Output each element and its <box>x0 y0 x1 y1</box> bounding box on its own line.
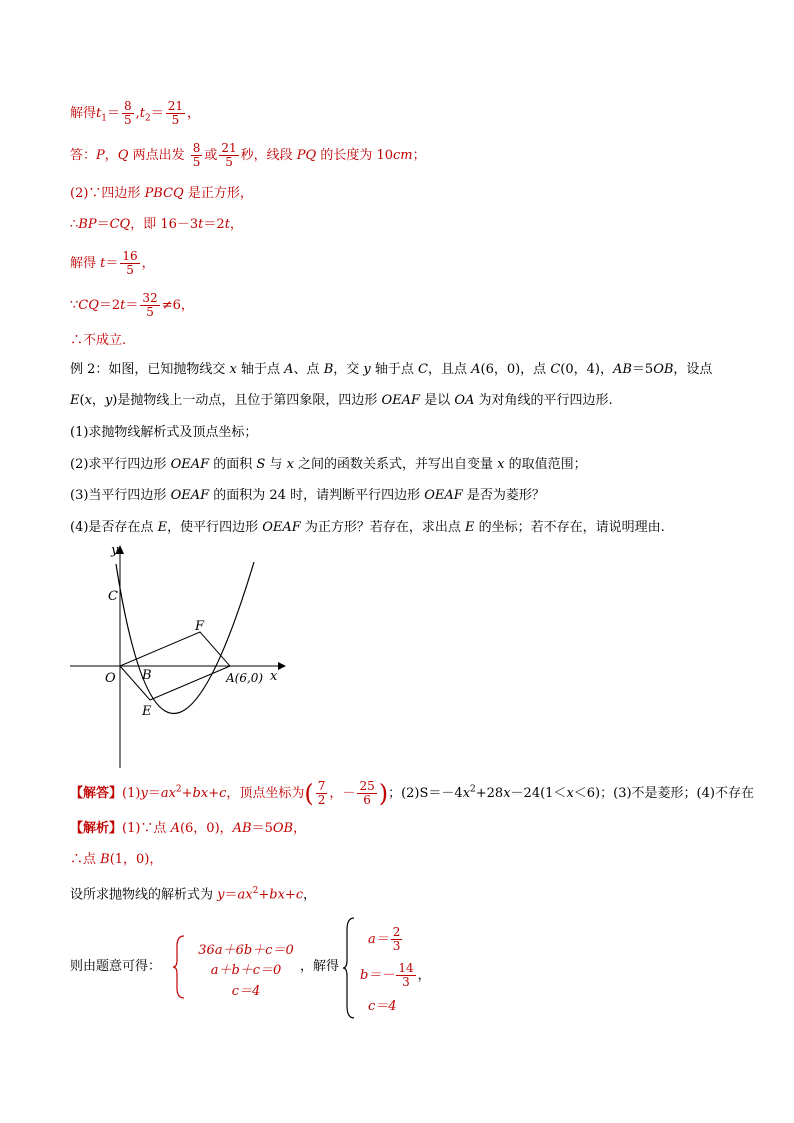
label-A: A(6,0) <box>226 671 264 685</box>
fraction <box>219 142 238 169</box>
var: C <box>418 362 428 377</box>
var: AB <box>232 821 252 836</box>
solve-label <box>300 958 339 976</box>
text: ∴ <box>70 217 79 232</box>
var: OB <box>653 362 674 377</box>
text: (1)∵点 <box>122 821 171 836</box>
text: ＝ <box>125 298 139 313</box>
var: CQ <box>78 298 99 313</box>
label-E: E <box>142 704 152 719</box>
numerator: 2 <box>392 925 401 939</box>
var: x <box>462 786 471 801</box>
paren-close: ) <box>378 779 389 808</box>
text: ； <box>412 148 426 163</box>
text: ∵ <box>70 298 79 313</box>
var: B <box>323 362 334 377</box>
var: t <box>100 256 106 271</box>
var: P <box>96 148 105 163</box>
numerator: 21 <box>221 141 237 155</box>
denominator: 6 <box>363 793 371 807</box>
var: OEAF <box>170 457 210 472</box>
text: ＝ <box>105 256 119 271</box>
text: ＝ <box>150 106 164 121</box>
text: b＝－ <box>360 968 395 983</box>
fraction <box>140 292 159 319</box>
var: t <box>224 217 230 232</box>
numerator: 16 <box>122 249 138 263</box>
var: x <box>286 457 294 472</box>
var: x <box>84 393 92 408</box>
text: ， <box>229 217 243 232</box>
text: ＝ <box>96 217 110 232</box>
text: ，顶点坐标为 <box>226 786 305 801</box>
analysis-line-1 <box>70 820 306 838</box>
text: 为对角线的平行四边形. <box>474 393 613 408</box>
example2-line-1 <box>70 361 712 379</box>
text: ， <box>91 393 105 408</box>
denominator: 5 <box>171 113 180 127</box>
label-y: y <box>111 543 119 558</box>
text: ， <box>141 256 155 271</box>
var: C <box>550 362 561 377</box>
text: ， <box>303 887 317 903</box>
question-1 <box>70 424 257 442</box>
numerator: 21 <box>167 99 184 113</box>
denominator: 5 <box>192 155 201 169</box>
text: ；(2)S＝－4 <box>388 786 463 801</box>
analysis-tag: 【解析】 <box>70 821 123 836</box>
var: y <box>140 786 148 801</box>
text: ，即 16－3 <box>130 217 199 232</box>
text: )是抛物线上一动点，且位于第四象限，四边形 <box>112 393 382 408</box>
numerator: 7 <box>317 779 326 793</box>
question-2 <box>70 456 587 474</box>
var: t <box>96 106 102 121</box>
text: 的面积 <box>209 457 257 472</box>
var: ax <box>160 786 176 801</box>
var: t <box>139 106 146 121</box>
var: y <box>217 887 225 903</box>
text: 或 <box>204 148 218 163</box>
parabola-curve <box>116 562 254 714</box>
text: ， <box>417 968 431 983</box>
text: 是否为菱形？ <box>462 488 545 503</box>
denominator: 5 <box>225 155 233 169</box>
text: ＝ <box>147 786 161 801</box>
var: CQ <box>109 217 131 232</box>
superscript: 2 <box>175 784 182 795</box>
parabola-figure <box>60 542 300 772</box>
answer-line <box>70 780 754 807</box>
text: 解得 <box>70 256 101 271</box>
numerator: 8 <box>192 141 201 155</box>
text: 则由题意可得： <box>70 959 162 974</box>
unit: cm <box>393 148 413 163</box>
text: ＝ <box>106 106 120 121</box>
denominator: 5 <box>126 263 134 277</box>
var: PQ <box>296 148 317 163</box>
text: a＝ <box>368 932 389 947</box>
fraction <box>316 780 328 807</box>
text: 与 <box>265 457 287 472</box>
text: 的坐标；若不存在，请说明理由. <box>474 520 665 535</box>
text: (6，0)，点 <box>480 362 551 377</box>
denominator: 3 <box>392 939 401 953</box>
var: OB <box>272 821 294 836</box>
analysis-line-3 <box>70 882 316 904</box>
label-B: B <box>142 668 152 683</box>
text: 答： <box>70 148 97 163</box>
var: A <box>471 362 481 377</box>
text: 两点出发 <box>128 148 189 163</box>
answer-tag: 【解答】 <box>70 786 123 801</box>
text: 是正方形， <box>183 186 253 201</box>
analysis-line-2 <box>70 851 162 869</box>
text: 为正方形？若存在，求出点 <box>300 520 466 535</box>
text: 例 2：如图，已知抛物线交 <box>70 362 230 377</box>
var: E <box>465 520 475 535</box>
solution-line-5 <box>70 250 155 277</box>
var: y <box>363 362 371 377</box>
text: 之间的函数关系式，并写出自变量 <box>293 457 498 472</box>
text: ＜6)；(3)不是菱形；(4)不存在 <box>573 786 754 801</box>
text: ( <box>79 393 85 408</box>
text: ， <box>104 148 118 163</box>
text: 、点 <box>293 362 324 377</box>
var: OEAF <box>424 488 463 503</box>
text: (3)当平行四边形 <box>70 488 171 503</box>
fraction <box>396 962 415 989</box>
text: ＝5 <box>631 362 654 377</box>
solution-line-1 <box>70 100 200 128</box>
text: －24(1＜ <box>510 786 567 801</box>
text: (2)∵四边形 <box>70 186 145 201</box>
var: PBCQ <box>144 186 184 201</box>
denominator: 2 <box>317 793 326 807</box>
var: OEAF <box>381 393 421 408</box>
label-x: x <box>270 669 278 684</box>
var: OA <box>454 393 475 408</box>
text: c＝4 <box>368 999 397 1014</box>
text: 解得 <box>70 106 97 121</box>
text: (0，4)， <box>560 362 613 377</box>
text: ＝2 <box>203 217 225 232</box>
var: x <box>503 786 511 801</box>
var: S <box>256 457 266 472</box>
solution-line-4 <box>70 216 243 234</box>
text: 是以 <box>420 393 455 408</box>
numerator: 14 <box>398 961 414 975</box>
text: + <box>208 786 220 801</box>
fraction <box>357 780 376 807</box>
text: (1，0)， <box>109 852 163 867</box>
fraction <box>122 100 134 127</box>
var: ax <box>237 887 253 903</box>
text: ，设点 <box>673 362 713 377</box>
denominator: 5 <box>146 305 154 319</box>
system-eq-2: a＋b＋c＝0 <box>210 963 282 978</box>
text: , <box>135 106 140 121</box>
var: Q <box>117 148 129 163</box>
example2-line-2 <box>70 392 613 410</box>
text: ＝ <box>224 887 238 903</box>
text: + <box>284 887 296 903</box>
solution-line-2 <box>70 142 426 169</box>
text: ＝5 <box>251 821 273 836</box>
text: 设所求抛物线的解析式为 <box>70 887 218 903</box>
text: 的面积为 24 时，请判断平行四边形 <box>209 488 425 503</box>
var: t <box>120 298 126 313</box>
var: bx <box>192 786 209 801</box>
result-b <box>360 962 431 989</box>
text: ，－ <box>329 786 356 801</box>
text: 秒，线段 <box>240 148 297 163</box>
text: ， <box>293 821 307 836</box>
text: ，使平行四边形 <box>167 520 263 535</box>
var: B <box>100 852 110 867</box>
var: c <box>295 887 304 903</box>
var: x <box>497 457 505 472</box>
text: ∴不成立. <box>70 333 127 348</box>
var: t <box>198 217 204 232</box>
var: A <box>170 821 180 836</box>
text: ≠6， <box>161 298 194 313</box>
var: x <box>229 362 237 377</box>
superscript: 2 <box>470 784 476 795</box>
text: 的长度为 10 <box>316 148 394 163</box>
system-eq-1: 36a＋6b＋c＝0 <box>198 943 294 958</box>
question-3 <box>70 487 545 505</box>
numerator: 32 <box>142 291 158 305</box>
text: (6，0)， <box>179 821 233 836</box>
var: E <box>70 393 80 408</box>
question-4 <box>70 519 665 537</box>
text: +28 <box>475 786 504 801</box>
right-brace <box>342 916 356 1020</box>
result-a <box>368 926 404 953</box>
text: 轴于点 <box>236 362 285 377</box>
text: ，且点 <box>427 362 472 377</box>
numerator: 25 <box>359 779 375 793</box>
text: ∴点 <box>70 852 101 867</box>
var: BP <box>78 217 97 232</box>
text: + <box>258 887 270 903</box>
solution-line-7 <box>70 332 126 350</box>
var: E <box>157 520 168 535</box>
var: x <box>566 786 574 801</box>
var: A <box>284 362 294 377</box>
var: bx <box>269 887 285 903</box>
text: (2)求平行四边形 <box>70 457 171 472</box>
var: AB <box>612 362 632 377</box>
fraction <box>120 250 139 277</box>
text: ＝2 <box>98 298 121 313</box>
paren-open: ( <box>304 779 314 808</box>
label-C: C <box>108 589 118 604</box>
text: (4)是否存在点 <box>70 520 158 535</box>
fraction <box>191 142 203 169</box>
var: OEAF <box>262 520 301 535</box>
numerator: 8 <box>124 99 132 113</box>
denominator: 3 <box>402 975 410 989</box>
denominator: 5 <box>124 113 132 127</box>
text: ， <box>187 106 201 121</box>
superscript: 2 <box>252 886 259 896</box>
solution-line-3 <box>70 185 253 203</box>
text: + <box>181 786 193 801</box>
x-axis-arrow <box>278 662 286 670</box>
solution-line-6 <box>70 292 194 319</box>
left-brace <box>172 934 186 1000</box>
subscript: 2 <box>145 113 151 124</box>
var: y <box>104 393 113 408</box>
subscript: 1 <box>101 113 107 124</box>
var: c <box>219 786 227 801</box>
var: OEAF <box>170 488 210 503</box>
fraction <box>391 926 403 953</box>
analysis-line-4-label <box>70 958 161 976</box>
label-F: F <box>195 619 205 634</box>
text: ，交 <box>333 362 364 377</box>
result-c <box>368 998 397 1016</box>
text: (1)求抛物线解析式及顶点坐标； <box>70 425 258 440</box>
label-O: O <box>105 671 116 686</box>
text: 轴于点 <box>370 362 419 377</box>
text: 的取值范围； <box>504 457 587 472</box>
system-eq-3: c＝4 <box>231 984 261 999</box>
text: ，解得 <box>300 959 340 974</box>
fraction <box>166 100 185 127</box>
text: (1) <box>122 786 141 801</box>
